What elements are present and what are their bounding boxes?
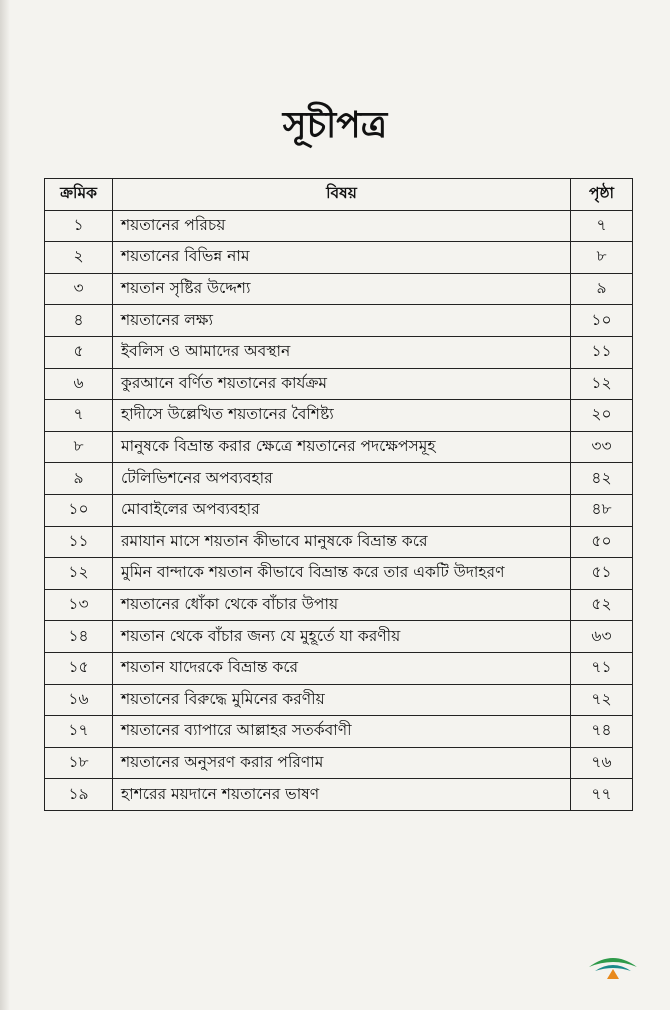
toc-page: ৬৩ — [571, 621, 633, 653]
toc-serial: ১ — [45, 210, 113, 242]
toc-serial: ১৯ — [45, 779, 113, 811]
toc-page: ৮ — [571, 242, 633, 274]
toc-page: ১১ — [571, 336, 633, 368]
toc-serial: ৮ — [45, 431, 113, 463]
toc-row — [45, 526, 633, 558]
header-serial: ক্রমিক — [45, 179, 113, 211]
toc-serial: ১০ — [45, 494, 113, 526]
toc-page: ৪৮ — [571, 494, 633, 526]
toc-row — [45, 431, 633, 463]
toc-serial: ৯ — [45, 463, 113, 495]
toc-topic: শয়তান থেকে বাঁচার জন্য যে মুহূর্তে যা করণীয় — [113, 621, 571, 653]
toc-topic: মোবাইলের অপব্যবহার — [113, 494, 571, 526]
toc-row — [45, 210, 633, 242]
toc-serial: ১৫ — [45, 652, 113, 684]
toc-row — [45, 716, 633, 748]
toc-row — [45, 400, 633, 432]
toc-row — [45, 558, 633, 590]
toc-topic: মুমিন বান্দাকে শয়তান কীভাবে বিভ্রান্ত করে তার একটি উদাহরণ — [113, 558, 571, 590]
toc-page: ৫০ — [571, 526, 633, 558]
toc-topic: শয়তানের বিরুদ্ধে মুমিনের করণীয় — [113, 684, 571, 716]
toc-page: ৩৩ — [571, 431, 633, 463]
toc-row — [45, 621, 633, 653]
toc-serial: ১২ — [45, 558, 113, 590]
toc-page: ৭ — [571, 210, 633, 242]
toc-serial: ১৭ — [45, 716, 113, 748]
publisher-logo-icon — [585, 945, 641, 985]
toc-table — [44, 178, 633, 811]
toc-page: ৪২ — [571, 463, 633, 495]
toc-topic: শয়তানের বিভিন্ন নাম — [113, 242, 571, 274]
toc-page: ৭১ — [571, 652, 633, 684]
toc-page: ৭২ — [571, 684, 633, 716]
toc-row — [45, 336, 633, 368]
toc-topic: হাদীসে উল্লেখিত শয়তানের বৈশিষ্ট্য — [113, 400, 571, 432]
toc-topic: শয়তান সৃষ্টির উদ্দেশ্য — [113, 273, 571, 305]
toc-serial: ৭ — [45, 400, 113, 432]
toc-row — [45, 589, 633, 621]
toc-serial: ৩ — [45, 273, 113, 305]
toc-topic: ইবলিস ও আমাদের অবস্থান — [113, 336, 571, 368]
toc-row — [45, 494, 633, 526]
toc-body — [45, 210, 633, 810]
toc-serial: ১৬ — [45, 684, 113, 716]
toc-row — [45, 652, 633, 684]
header-topic: বিষয় — [113, 179, 571, 211]
toc-row — [45, 368, 633, 400]
toc-serial: ৪ — [45, 305, 113, 337]
toc-header-row — [45, 179, 633, 211]
toc-topic: টেলিভিশনের অপব্যবহার — [113, 463, 571, 495]
toc-page: ৫২ — [571, 589, 633, 621]
toc-page: ১০ — [571, 305, 633, 337]
toc-topic: শয়তানের ধোঁকা থেকে বাঁচার উপায় — [113, 589, 571, 621]
toc-row — [45, 305, 633, 337]
toc-serial: ১৮ — [45, 747, 113, 779]
toc-page: ৭৬ — [571, 747, 633, 779]
toc-page: ৯ — [571, 273, 633, 305]
toc-topic: শয়তানের লক্ষ্য — [113, 305, 571, 337]
toc-topic: রমাযান মাসে শয়তান কীভাবে মানুষকে বিভ্রান্ত করে — [113, 526, 571, 558]
toc-serial: ২ — [45, 242, 113, 274]
toc-topic: শয়তানের ব্যাপারে আল্লাহর সতর্কবাণী — [113, 716, 571, 748]
toc-topic: শয়তান যাদেরকে বিভ্রান্ত করে — [113, 652, 571, 684]
toc-serial: ১৪ — [45, 621, 113, 653]
toc-page: ১২ — [571, 368, 633, 400]
toc-serial: ১৩ — [45, 589, 113, 621]
toc-serial: ৬ — [45, 368, 113, 400]
toc-serial: ১১ — [45, 526, 113, 558]
toc-row — [45, 779, 633, 811]
toc-topic: শয়তানের অনুসরণ করার পরিণাম — [113, 747, 571, 779]
page-title: সূচীপত্র — [282, 104, 388, 146]
toc-row — [45, 747, 633, 779]
toc-page: ২০ — [571, 400, 633, 432]
toc-page: ৭৪ — [571, 716, 633, 748]
toc-topic: মানুষকে বিভ্রান্ত করার ক্ষেত্রে শয়তানের পদক্ষেপসমূহ — [113, 431, 571, 463]
toc-row — [45, 684, 633, 716]
toc-page: ৭৭ — [571, 779, 633, 811]
toc-row — [45, 463, 633, 495]
toc-topic: হাশরের ময়দানে শয়তানের ভাষণ — [113, 779, 571, 811]
toc-topic: শয়তানের পরিচয় — [113, 210, 571, 242]
header-page: পৃষ্ঠা — [571, 179, 633, 211]
toc-row — [45, 242, 633, 274]
toc-serial: ৫ — [45, 336, 113, 368]
toc-page: ৫১ — [571, 558, 633, 590]
toc-topic: কুরআনে বর্ণিত শয়তানের কার্যক্রম — [113, 368, 571, 400]
toc-row — [45, 273, 633, 305]
